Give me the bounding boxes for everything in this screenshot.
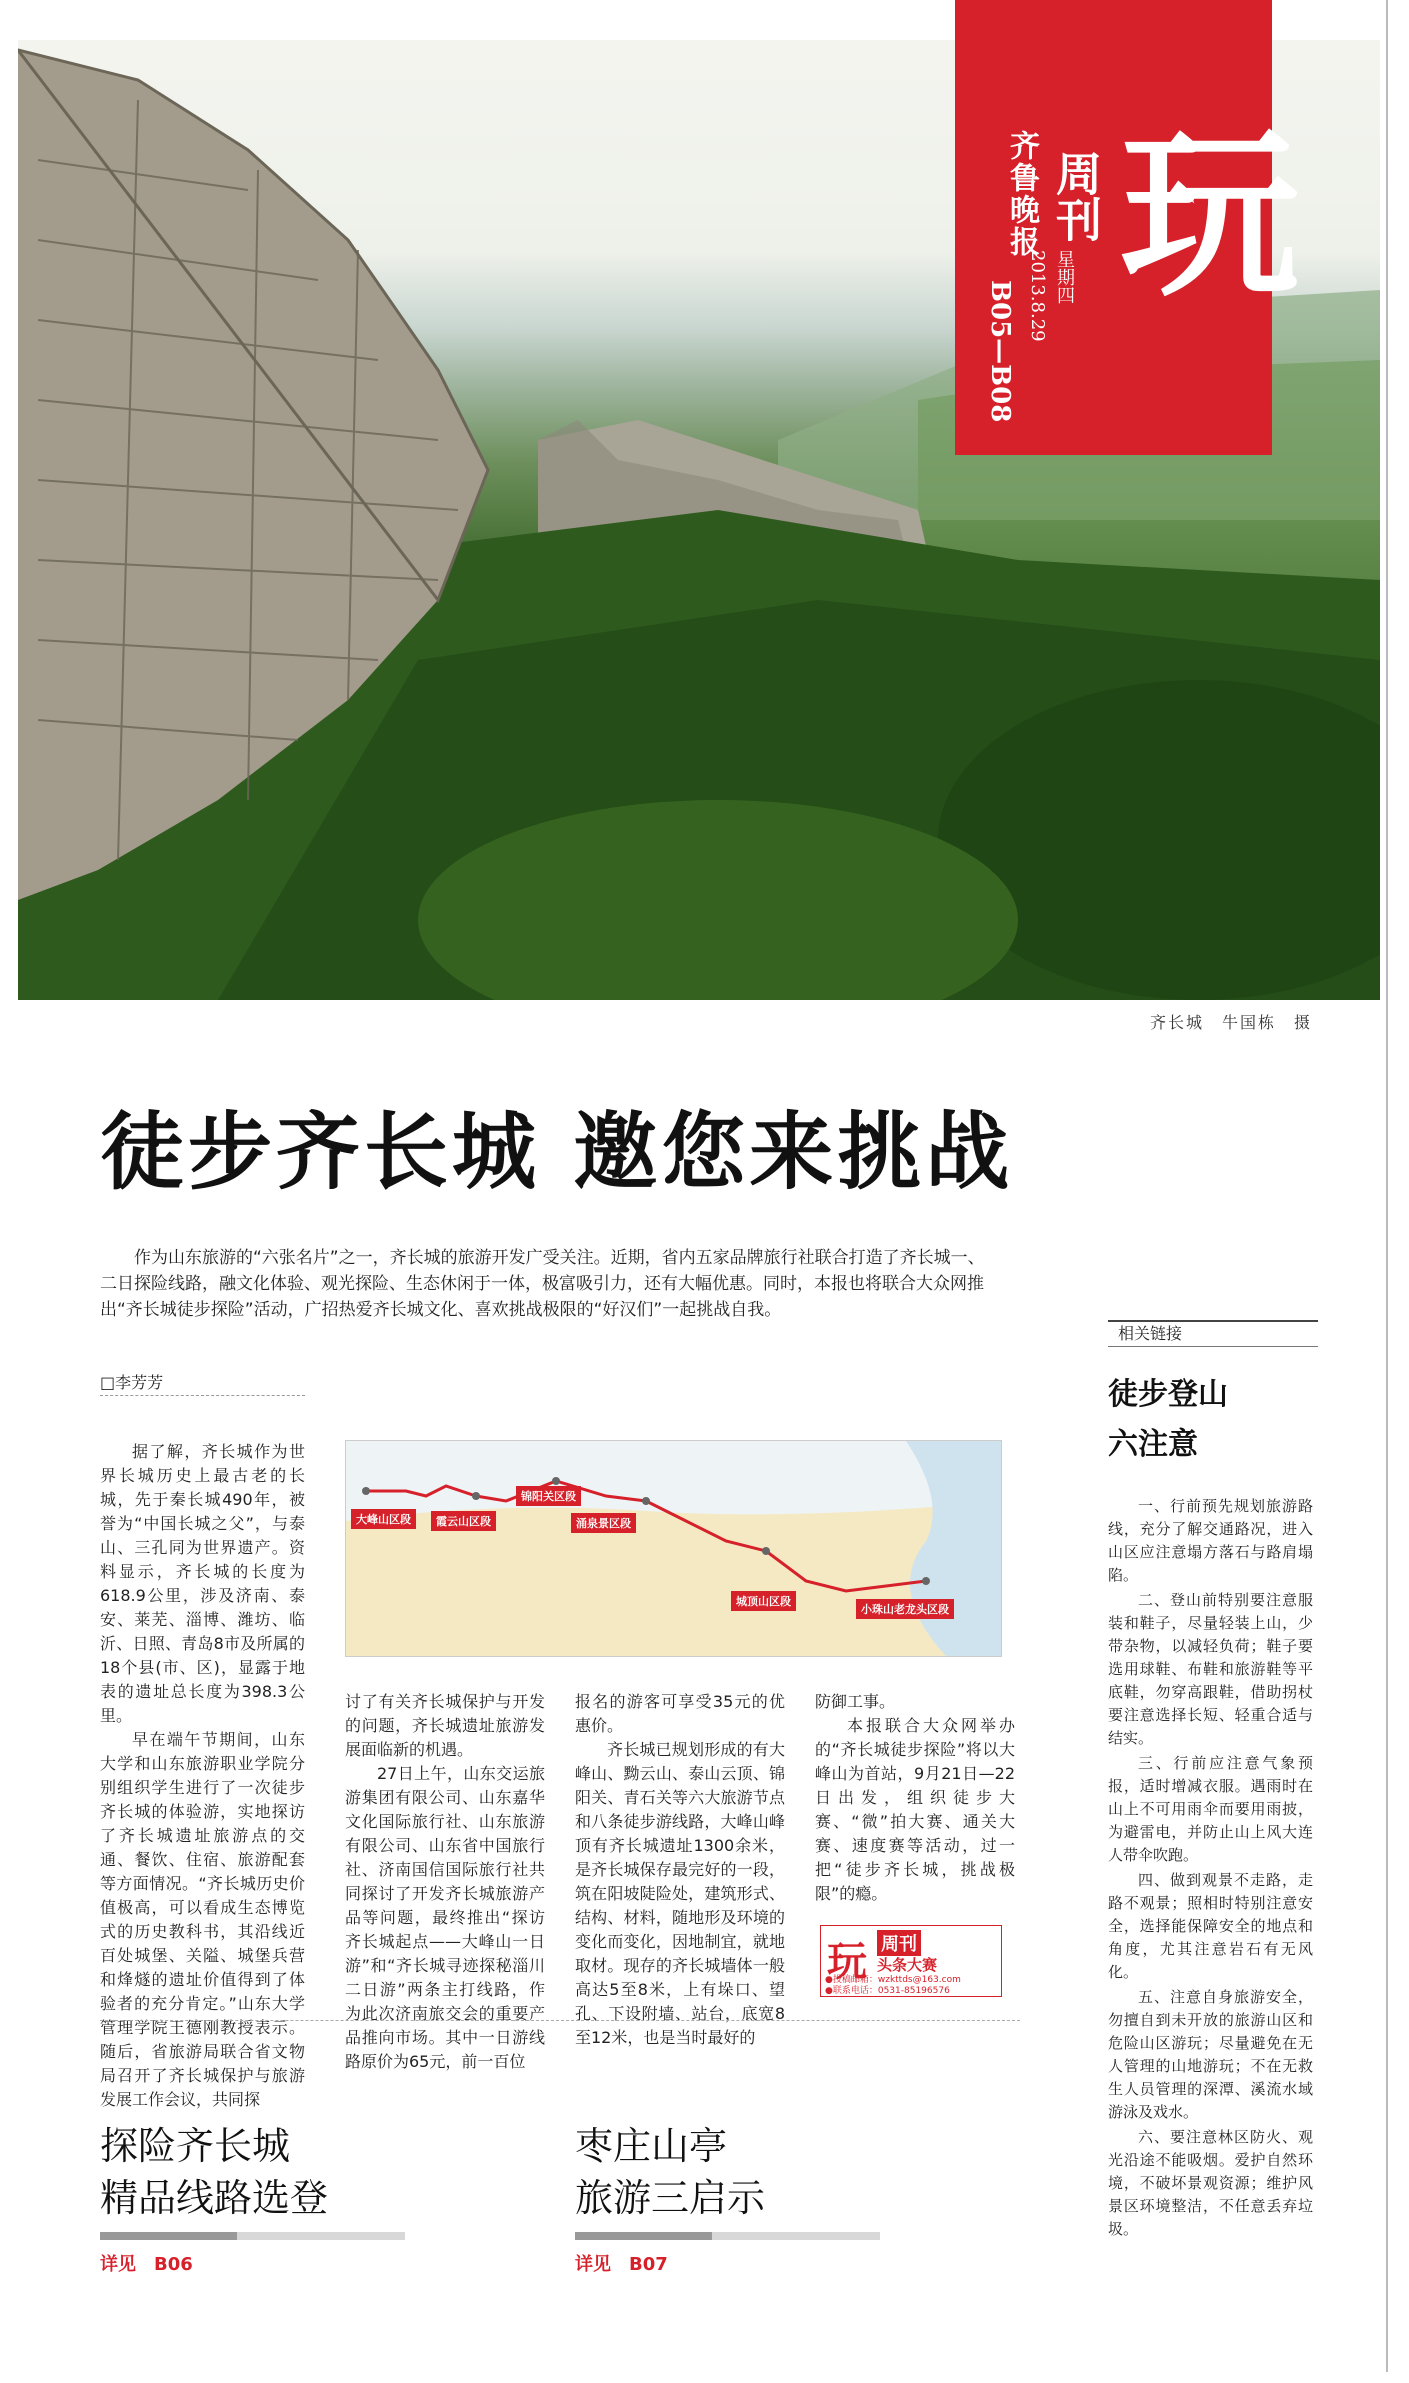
- map-label-jinyangguan: 锦阳关区段: [516, 1486, 581, 1506]
- sidebar-item: 四、做到观景不走路，走路不观景；照相时特别注意安全，选择能保障安全的地点和角度，尤其注意岩石有无风化。: [1108, 1871, 1313, 1981]
- contest-name: 头条大赛: [877, 1956, 938, 1974]
- sidebar-item: 三、行前应注意气象预报，适时增减衣服。遇雨时在山上不可用雨伞而要用雨披，为避雷电，并防止山上风大连人带伞吹跑。: [1108, 1754, 1313, 1864]
- teaser-b07-bar: [575, 2232, 880, 2240]
- teaser-b07-see[interactable]: 详见 B07: [575, 2254, 668, 2275]
- article-paragraph: 防御工事。: [815, 1692, 896, 1711]
- masthead-section: 周刊: [1049, 150, 1103, 242]
- sidebar-title-line1: 徒步登山: [1108, 1377, 1228, 1412]
- teaser-b06-line2: 精品线路选登: [100, 2176, 329, 2220]
- contest-phone: ●联系电话：0531-85196576: [825, 1986, 950, 1996]
- map-label-xiayunshan: 霞云山区段: [431, 1511, 496, 1531]
- article-column-2: [345, 1690, 545, 2074]
- contest-section: 周刊: [877, 1930, 921, 1956]
- teaser-b06-line1: 探险齐长城: [100, 2124, 291, 2168]
- map-label-xiaozhushan: 小珠山老龙头区段: [856, 1599, 954, 1619]
- article-paragraph: 早在端午节期间，山东大学和山东旅游职业学院分别组织学生进行了一次徒步齐长城的体验游，实地探访了齐长城遗址旅游点的交通、餐饮、住宿、旅游配套等方面情况。“齐长城历史价值极高，可以看成生态博览式的历史教科书，其沿线近百处城堡、关隘、城堡兵营和烽燧的遗址价值得到了体验者的充分肯定。”山东大学管理学院王德刚教授表示。随后，省旅游局联合省文物局召开了齐长城保护与旅游发展工作会议，共同探: [100, 1730, 305, 2109]
- article-column-3: [575, 1690, 785, 2050]
- map-label-chengdingshan: 城顶山区段: [731, 1591, 796, 1611]
- article-paragraph: 报名的游客可享受35元的优惠价。: [575, 1692, 785, 1735]
- byline: □李芳芳: [100, 1373, 164, 1392]
- sidebar-item: 五、注意自身旅游安全，勿擅自到未开放的旅游山区和危险山区游玩；尽量避免在无人管理的山地游玩；不在无救生人员管理的深潭、溪流水域游泳及戏水。: [1108, 1988, 1313, 2121]
- teaser-b06-see[interactable]: 详见 B06: [100, 2254, 193, 2275]
- photo-credit: 齐长城 牛国栋 摄: [1150, 1013, 1313, 1032]
- teaser-b06[interactable]: [100, 2120, 328, 2224]
- masthead: [955, 0, 1301, 455]
- byline-divider: [100, 1395, 305, 1396]
- route-map-illustration: [346, 1441, 1001, 1656]
- headline: 徒步齐长城 邀您来挑战: [100, 1103, 1014, 1201]
- sidebar-title: [1108, 1370, 1228, 1470]
- map-label-dafengshan: 大峰山区段: [351, 1509, 416, 1529]
- sidebar-item: 二、登山前特别要注意服装和鞋子，尽量轻装上山，少带杂物，以减轻负荷；鞋子要选用球鞋、布鞋和旅游鞋等平底鞋，勿穿高跟鞋，借助拐杖要注意选择长短、轻重合适与结实。: [1108, 1591, 1313, 1747]
- article-paragraph: 据了解，齐长城作为世界长城历史上最古老的长城，先于秦长城490年，被誉为“中国长城之父”，与泰山、三孔同为世界遗产。资料显示，齐长城的长度为618.9公里，涉及济南、泰安、莱芜、淄博、潍坊、临沂、日照、青岛8市及所属的18个县(市、区)，显露于地表的遗址总长度为398.3公里。: [100, 1442, 305, 1725]
- masthead-title: 玩: [1090, 120, 1301, 300]
- route-map: [345, 1440, 1002, 1657]
- masthead-weekday: 星期四: [1054, 250, 1075, 304]
- sidebar-body: [1108, 1495, 1313, 2243]
- lead-paragraph: 作为山东旅游的“六张名片”之一，齐长城的旅游开发广受关注。近期，省内五家品牌旅行社联合打造了齐长城一、二日探险线路，融文化体验、观光探险、生态休闲于一体，极富吸引力，还有大幅优惠。同时，本报也将联合大众网推出“齐长城徒步探险”活动，广招热爱齐长城文化、喜欢挑战极限的“好汉们”一起挑战自我。: [100, 1248, 985, 1320]
- contest-banner: [820, 1925, 1002, 1997]
- contest-title-char: 玩: [827, 1938, 867, 1985]
- article-paragraph: 讨了有关齐长城保护与开发的问题，齐长城遗址旅游发展面临新的机遇。: [345, 1692, 545, 1759]
- masthead-date: 2013.8.29: [1027, 250, 1048, 342]
- teaser-b07-line1: 枣庄山亭: [575, 2124, 728, 2168]
- sidebar-item: 一、行前预先规划旅游路线，充分了解交通路况，进入山区应注意塌方落石与路肩塌陷。: [1108, 1497, 1313, 1584]
- article-paragraph: 27日上午，山东交运旅游集团有限公司、山东嘉华文化国际旅行社、山东旅游有限公司、山东省中国旅行社、济南国信国际旅行社共同探讨了开发齐长城旅游产品等问题，最终推出“探访齐长城起点——大峰山一日游”和“齐长城寻迹探秘淄川二日游”两条主打线路，作为此次济南旅交会的重要产品推向市场。其中一日游线路原价为65元，前一百位: [345, 1764, 545, 2071]
- teaser-b07-line2: 旅游三启示: [575, 2176, 766, 2220]
- related-links-tag: 相关链接: [1108, 1320, 1318, 1347]
- article-column-1: [100, 1440, 305, 2112]
- bottom-divider: [100, 2020, 1020, 2021]
- article-column-4: [815, 1690, 1015, 1906]
- article-paragraph: 齐长城已规划形成的有大峰山、黝云山、泰山云顶、锦阳关、青石关等六大旅游节点和八条徒步游线路，大峰山峰顶有齐长城遗址1300余米，是齐长城保存最完好的一段，筑在阳坡陡险处，建筑形式、结构、材料，随地形及环境的变化而变化，因地制宜，就地取材。现存的齐长城墙体一般高达5至8米，上有垛口、望孔、下设附墙、站台，底宽8至12米，也是当时最好的: [575, 1740, 785, 2047]
- article-paragraph: 本报联合大众网举办的“齐长城徒步探险”将以大峰山为首站，9月21日—22日出发，组织徒步大赛、“微”拍大赛、通关大赛、速度赛等活动，过一把“徒步齐长城，挑战极限”的瘾。: [815, 1716, 1015, 1903]
- masthead-paper: 齐鲁晚报: [1004, 130, 1039, 258]
- contest-email: ●投稿邮箱：wzkttds@163.com: [825, 1975, 961, 1985]
- map-label-yongquan: 涌泉景区段: [571, 1513, 636, 1533]
- teaser-b07[interactable]: [575, 2120, 765, 2224]
- sidebar-title-line2: 六注意: [1108, 1427, 1198, 1462]
- masthead-pages: B05—B08: [985, 280, 1015, 423]
- teaser-b06-bar: [100, 2232, 405, 2240]
- sidebar-item: 六、要注意林区防火、观光沿途不能吸烟。爱护自然环境，不破坏景观资源；维护风景区环境整洁，不任意丢弃垃圾。: [1108, 2128, 1313, 2238]
